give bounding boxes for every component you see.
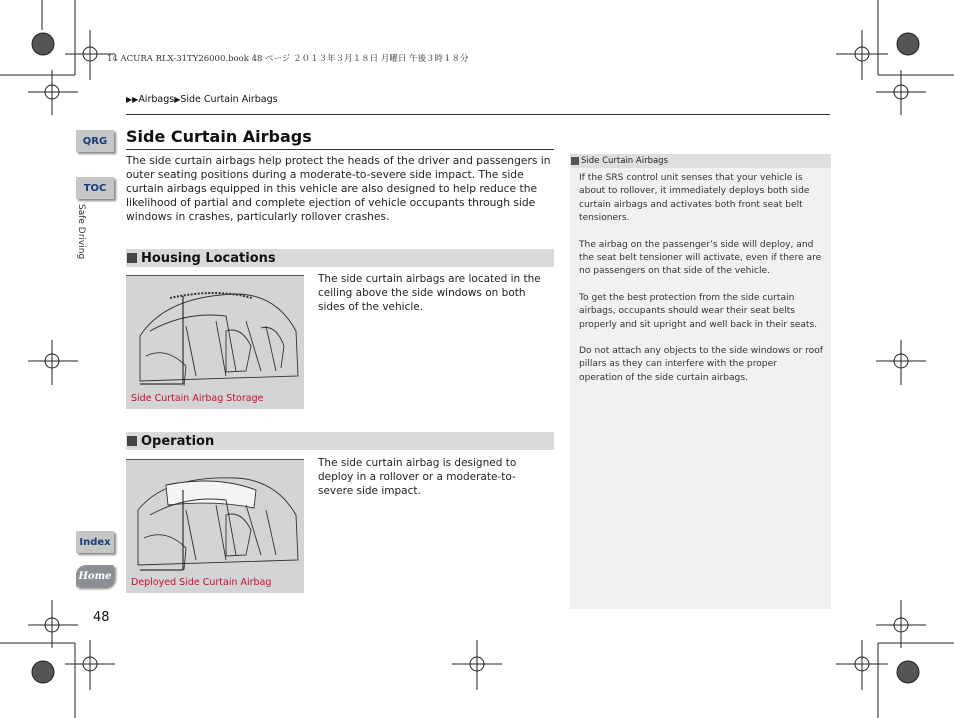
- page-title: Side Curtain Airbags: [126, 127, 312, 146]
- note-header: [570, 154, 831, 168]
- note-paragraph: The airbag on the passenger’s side will deploy, and the seat belt tensioner will activate, even if there are no passengers on that side of the vehicle.: [579, 239, 822, 277]
- figure-caption-storage: Side Curtain Airbag Storage: [131, 393, 264, 404]
- note-title: Side Curtain Airbags: [581, 156, 668, 166]
- breadcrumb-arrow: ▶▶: [126, 95, 139, 104]
- breadcrumb-airbags-link[interactable]: Airbags: [138, 94, 175, 105]
- note-body: [579, 172, 823, 398]
- section-square-icon: [127, 436, 137, 446]
- housing-description: The side curtain airbags are located in the ceiling above the side windows on both sides of the vehicle.: [318, 273, 541, 314]
- print-header: 14 ACURA RLX-31TY26000.book 48 ページ ２０１３年３月１８日 月曜日 午後３時１８分: [107, 54, 469, 64]
- operation-description: The side curtain airbag is designed to deploy in a rollover or a moderate-to-severe side impact.: [318, 457, 517, 498]
- section-heading-text: Operation: [141, 433, 215, 449]
- section-heading-housing: [126, 249, 554, 267]
- qrg-button[interactable]: QRG: [76, 130, 114, 152]
- figure-caption-deployed: Deployed Side Curtain Airbag: [131, 577, 272, 588]
- section-heading-operation: [126, 432, 554, 450]
- section-square-icon: [127, 253, 137, 263]
- car-deployed-airbag-illustration: [126, 460, 304, 593]
- header-rule: [126, 114, 830, 115]
- intro-paragraph: The side curtain airbags help protect the heads of the driver and passengers in outer seating positions during a moderate-to-severe side impact. The side curtain airbags equipped in this vehicle are also designed to help reduce the likelihood of partial and complete ejection of vehicle occupants through side windows in crashes, particularly rollover crashes.: [126, 154, 551, 223]
- chapter-label: Safe Driving: [76, 204, 86, 260]
- breadcrumb-arrow: ▶: [174, 95, 181, 104]
- note-paragraph: To get the best protection from the side curtain airbags, occupants should wear their seat belts properly and sit upright and well back in their seats.: [579, 292, 818, 330]
- title-rule: [126, 149, 554, 150]
- note-paragraph: If the SRS control unit senses that your vehicle is about to rollover, it immediately deploys both side curtain airbags and activates both front seat belt tensioners.: [579, 173, 810, 224]
- breadcrumb-current: Side Curtain Airbags: [180, 94, 278, 105]
- toc-button[interactable]: TOC: [76, 177, 114, 199]
- breadcrumb: [126, 94, 278, 105]
- car-interior-illustration: [126, 276, 304, 409]
- note-paragraph: Do not attach any objects to the side windows or roof pillars as they can interfere with the proper operation of the side curtain airbags.: [579, 346, 823, 383]
- home-button[interactable]: Home: [76, 565, 114, 587]
- page-number: 48: [93, 610, 110, 625]
- figure-airbag-storage: [126, 275, 304, 409]
- section-heading-text: Housing Locations: [141, 250, 276, 266]
- note-icon: [571, 157, 579, 165]
- index-button[interactable]: Index: [76, 531, 114, 553]
- figure-deployed-airbag: [126, 459, 304, 593]
